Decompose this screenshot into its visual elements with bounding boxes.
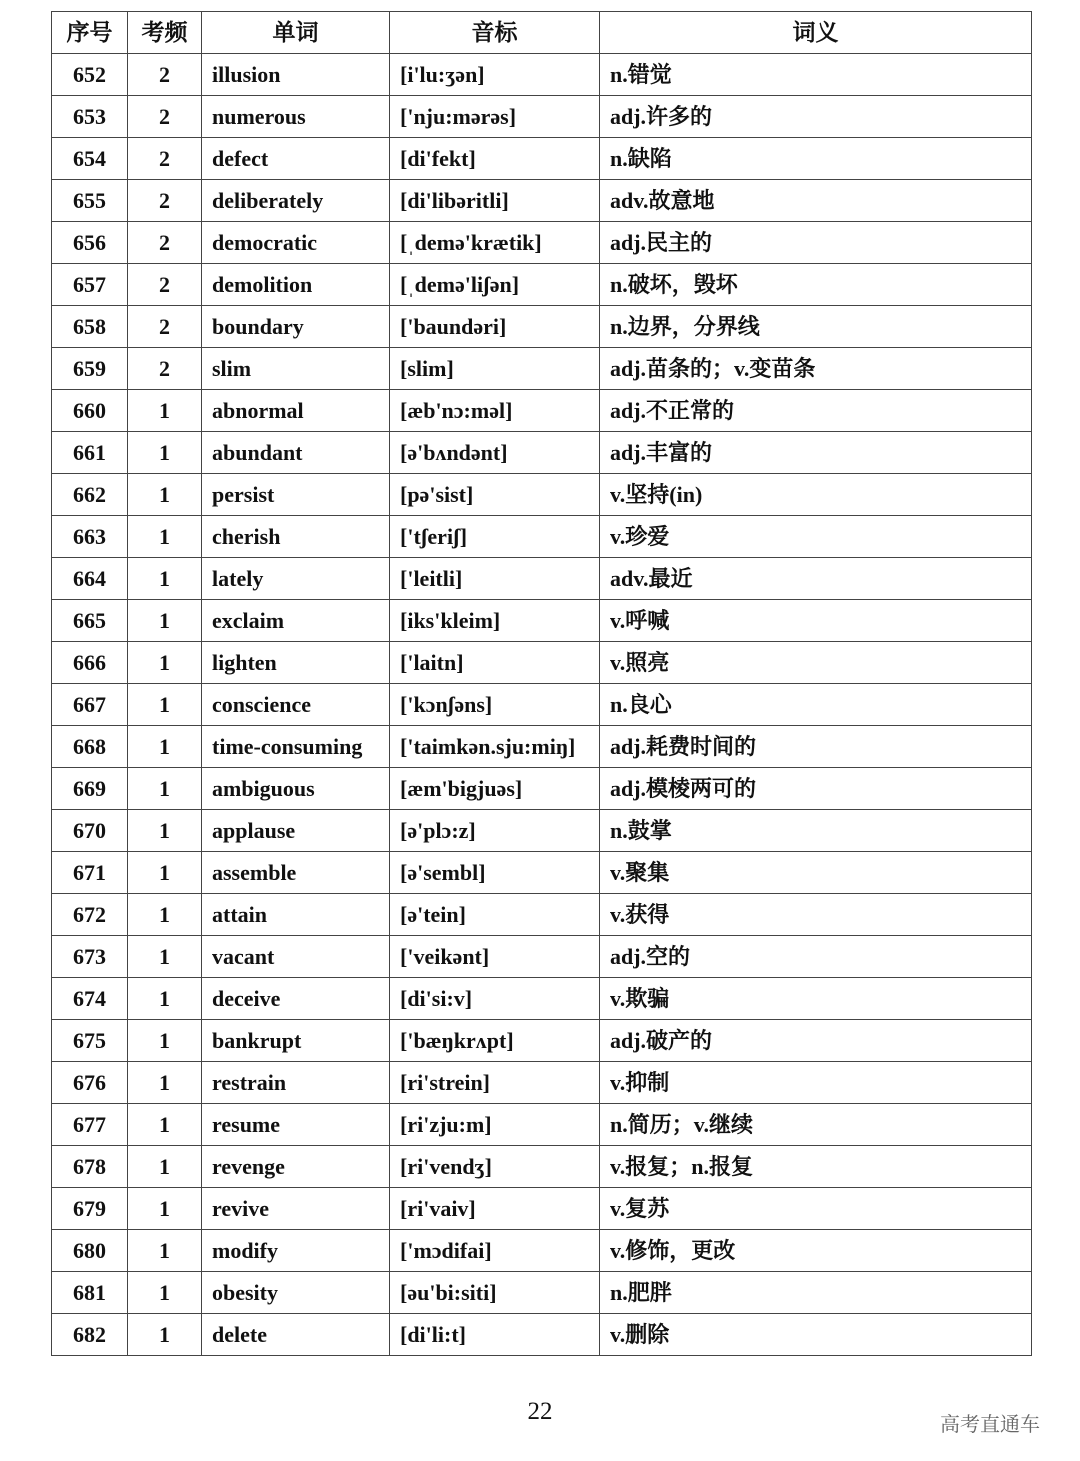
cell-word: resume	[202, 1104, 390, 1146]
table-row	[52, 768, 1032, 810]
cell-phonetic: [ri'zju:m]	[390, 1104, 600, 1146]
header-frequency: 考频	[128, 12, 202, 54]
cell-word: attain	[202, 894, 390, 936]
table-row	[52, 642, 1032, 684]
table-row	[52, 1272, 1032, 1314]
cell-frequency: 1	[128, 558, 202, 600]
table-row	[52, 1146, 1032, 1188]
table-row	[52, 978, 1032, 1020]
cell-frequency: 1	[128, 1146, 202, 1188]
cell-phonetic: [di'fekt]	[390, 138, 600, 180]
cell-phonetic: ['nju:mərəs]	[390, 96, 600, 138]
cell-index: 668	[52, 726, 128, 768]
table-row	[52, 264, 1032, 306]
table-row	[52, 936, 1032, 978]
cell-phonetic: ['kɔnʃəns]	[390, 684, 600, 726]
table-row	[52, 1314, 1032, 1356]
cell-word: delete	[202, 1314, 390, 1356]
table-row	[52, 222, 1032, 264]
cell-word: abnormal	[202, 390, 390, 432]
cell-phonetic: [di'si:v]	[390, 978, 600, 1020]
cell-phonetic: [ri'vendʒ]	[390, 1146, 600, 1188]
table-row	[52, 1062, 1032, 1104]
cell-frequency: 1	[128, 642, 202, 684]
cell-frequency: 1	[128, 1314, 202, 1356]
cell-meaning: adj.破产的	[600, 1020, 1032, 1062]
cell-frequency: 1	[128, 684, 202, 726]
cell-index: 676	[52, 1062, 128, 1104]
table-row	[52, 894, 1032, 936]
table-row	[52, 516, 1032, 558]
cell-meaning: n.简历；v.继续	[600, 1104, 1032, 1146]
header-word: 单词	[202, 12, 390, 54]
cell-meaning: v.获得	[600, 894, 1032, 936]
table-row	[52, 1188, 1032, 1230]
cell-frequency: 1	[128, 600, 202, 642]
cell-meaning: adj.许多的	[600, 96, 1032, 138]
cell-word: boundary	[202, 306, 390, 348]
cell-phonetic: [ə'plɔ:z]	[390, 810, 600, 852]
cell-phonetic: [ˌdemə'liʃən]	[390, 264, 600, 306]
cell-index: 678	[52, 1146, 128, 1188]
cell-index: 655	[52, 180, 128, 222]
cell-frequency: 1	[128, 390, 202, 432]
cell-phonetic: [pə'sist]	[390, 474, 600, 516]
cell-meaning: v.复苏	[600, 1188, 1032, 1230]
cell-frequency: 1	[128, 1230, 202, 1272]
cell-frequency: 1	[128, 1272, 202, 1314]
cell-meaning: v.呼喊	[600, 600, 1032, 642]
header-index: 序号	[52, 12, 128, 54]
cell-word: defect	[202, 138, 390, 180]
cell-phonetic: [əu'bi:siti]	[390, 1272, 600, 1314]
cell-phonetic: ['laitn]	[390, 642, 600, 684]
cell-word: modify	[202, 1230, 390, 1272]
cell-frequency: 1	[128, 474, 202, 516]
cell-frequency: 1	[128, 1020, 202, 1062]
cell-meaning: v.修饰，更改	[600, 1230, 1032, 1272]
cell-word: time-consuming	[202, 726, 390, 768]
cell-index: 667	[52, 684, 128, 726]
cell-index: 671	[52, 852, 128, 894]
cell-word: revive	[202, 1188, 390, 1230]
cell-phonetic: [æb'nɔ:məl]	[390, 390, 600, 432]
cell-phonetic: [slim]	[390, 348, 600, 390]
cell-meaning: adj.丰富的	[600, 432, 1032, 474]
cell-meaning: v.欺骗	[600, 978, 1032, 1020]
cell-word: vacant	[202, 936, 390, 978]
cell-frequency: 1	[128, 726, 202, 768]
cell-phonetic: [di'li:t]	[390, 1314, 600, 1356]
table-body	[52, 54, 1032, 1356]
cell-word: bankrupt	[202, 1020, 390, 1062]
cell-word: abundant	[202, 432, 390, 474]
cell-word: obesity	[202, 1272, 390, 1314]
cell-word: illusion	[202, 54, 390, 96]
cell-index: 679	[52, 1188, 128, 1230]
cell-meaning: n.鼓掌	[600, 810, 1032, 852]
cell-phonetic: ['veikənt]	[390, 936, 600, 978]
cell-meaning: n.边界，分界线	[600, 306, 1032, 348]
watermark: 高考直通车	[940, 1412, 1040, 1436]
cell-frequency: 2	[128, 222, 202, 264]
cell-word: democratic	[202, 222, 390, 264]
cell-frequency: 2	[128, 306, 202, 348]
cell-phonetic: [ə'sembl]	[390, 852, 600, 894]
cell-frequency: 1	[128, 852, 202, 894]
cell-phonetic: [iks'kleim]	[390, 600, 600, 642]
cell-meaning: n.错觉	[600, 54, 1032, 96]
cell-word: numerous	[202, 96, 390, 138]
cell-phonetic: ['leitli]	[390, 558, 600, 600]
cell-index: 658	[52, 306, 128, 348]
cell-index: 660	[52, 390, 128, 432]
table-header-row	[52, 12, 1032, 54]
cell-index: 670	[52, 810, 128, 852]
table-row	[52, 348, 1032, 390]
cell-frequency: 2	[128, 180, 202, 222]
table-row	[52, 600, 1032, 642]
cell-index: 669	[52, 768, 128, 810]
table-row	[52, 684, 1032, 726]
vocabulary-table	[51, 11, 1032, 1356]
cell-phonetic: [ˌdemə'krætik]	[390, 222, 600, 264]
cell-word: applause	[202, 810, 390, 852]
cell-frequency: 2	[128, 348, 202, 390]
cell-meaning: adj.苗条的；v.变苗条	[600, 348, 1032, 390]
table-row	[52, 810, 1032, 852]
cell-meaning: v.珍爱	[600, 516, 1032, 558]
table-row	[52, 432, 1032, 474]
table-row	[52, 474, 1032, 516]
cell-index: 673	[52, 936, 128, 978]
cell-meaning: v.报复；n.报复	[600, 1146, 1032, 1188]
cell-index: 654	[52, 138, 128, 180]
cell-frequency: 2	[128, 54, 202, 96]
cell-frequency: 2	[128, 138, 202, 180]
cell-meaning: adj.民主的	[600, 222, 1032, 264]
cell-index: 681	[52, 1272, 128, 1314]
cell-meaning: v.坚持(in)	[600, 474, 1032, 516]
cell-index: 663	[52, 516, 128, 558]
cell-phonetic: [di'libəritli]	[390, 180, 600, 222]
table-row	[52, 726, 1032, 768]
cell-index: 682	[52, 1314, 128, 1356]
cell-index: 652	[52, 54, 128, 96]
cell-index: 656	[52, 222, 128, 264]
cell-word: demolition	[202, 264, 390, 306]
cell-index: 677	[52, 1104, 128, 1146]
cell-word: slim	[202, 348, 390, 390]
cell-phonetic: [ri'strein]	[390, 1062, 600, 1104]
table-row	[52, 96, 1032, 138]
cell-frequency: 2	[128, 264, 202, 306]
cell-meaning: adv.最近	[600, 558, 1032, 600]
cell-word: deliberately	[202, 180, 390, 222]
cell-meaning: adj.耗费时间的	[600, 726, 1032, 768]
cell-phonetic: ['baundəri]	[390, 306, 600, 348]
cell-frequency: 1	[128, 1104, 202, 1146]
table-row	[52, 390, 1032, 432]
cell-meaning: v.抑制	[600, 1062, 1032, 1104]
cell-word: cherish	[202, 516, 390, 558]
cell-word: lighten	[202, 642, 390, 684]
cell-index: 665	[52, 600, 128, 642]
cell-phonetic: [i'lu:ʒən]	[390, 54, 600, 96]
cell-phonetic: [ə'tein]	[390, 894, 600, 936]
cell-word: deceive	[202, 978, 390, 1020]
cell-phonetic: [ri'vaiv]	[390, 1188, 600, 1230]
cell-word: conscience	[202, 684, 390, 726]
cell-index: 674	[52, 978, 128, 1020]
cell-word: lately	[202, 558, 390, 600]
cell-word: exclaim	[202, 600, 390, 642]
cell-index: 672	[52, 894, 128, 936]
table-row	[52, 138, 1032, 180]
cell-word: restrain	[202, 1062, 390, 1104]
cell-frequency: 1	[128, 432, 202, 474]
cell-phonetic: ['bæŋkrʌpt]	[390, 1020, 600, 1062]
cell-index: 657	[52, 264, 128, 306]
cell-meaning: adj.模棱两可的	[600, 768, 1032, 810]
cell-meaning: n.良心	[600, 684, 1032, 726]
cell-index: 680	[52, 1230, 128, 1272]
page-number: 22	[527, 1398, 553, 1425]
cell-frequency: 1	[128, 768, 202, 810]
table-row	[52, 558, 1032, 600]
cell-word: persist	[202, 474, 390, 516]
cell-meaning: v.删除	[600, 1314, 1032, 1356]
cell-frequency: 1	[128, 894, 202, 936]
cell-index: 653	[52, 96, 128, 138]
cell-meaning: adj.空的	[600, 936, 1032, 978]
cell-frequency: 1	[128, 1188, 202, 1230]
cell-index: 675	[52, 1020, 128, 1062]
header-meaning: 词义	[600, 12, 1032, 54]
cell-frequency: 2	[128, 96, 202, 138]
table-row	[52, 1104, 1032, 1146]
cell-word: ambiguous	[202, 768, 390, 810]
cell-frequency: 1	[128, 810, 202, 852]
cell-index: 666	[52, 642, 128, 684]
cell-meaning: v.照亮	[600, 642, 1032, 684]
cell-frequency: 1	[128, 1062, 202, 1104]
cell-phonetic: ['taimkən.sju:miŋ]	[390, 726, 600, 768]
cell-phonetic: [æm'bigjuəs]	[390, 768, 600, 810]
cell-phonetic: [ə'bʌndənt]	[390, 432, 600, 474]
cell-phonetic: ['tʃeriʃ]	[390, 516, 600, 558]
cell-frequency: 1	[128, 936, 202, 978]
cell-phonetic: ['mɔdifai]	[390, 1230, 600, 1272]
cell-meaning: adj.不正常的	[600, 390, 1032, 432]
cell-frequency: 1	[128, 978, 202, 1020]
cell-meaning: n.破坏，毁坏	[600, 264, 1032, 306]
table-row	[52, 1230, 1032, 1272]
table-row	[52, 306, 1032, 348]
table-row	[52, 180, 1032, 222]
table-row	[52, 852, 1032, 894]
cell-meaning: adv.故意地	[600, 180, 1032, 222]
cell-index: 661	[52, 432, 128, 474]
cell-meaning: n.肥胖	[600, 1272, 1032, 1314]
header-phonetic: 音标	[390, 12, 600, 54]
cell-frequency: 1	[128, 516, 202, 558]
cell-word: assemble	[202, 852, 390, 894]
cell-meaning: v.聚集	[600, 852, 1032, 894]
cell-index: 662	[52, 474, 128, 516]
table-row	[52, 54, 1032, 96]
cell-meaning: n.缺陷	[600, 138, 1032, 180]
cell-index: 664	[52, 558, 128, 600]
cell-word: revenge	[202, 1146, 390, 1188]
cell-index: 659	[52, 348, 128, 390]
table-row	[52, 1020, 1032, 1062]
